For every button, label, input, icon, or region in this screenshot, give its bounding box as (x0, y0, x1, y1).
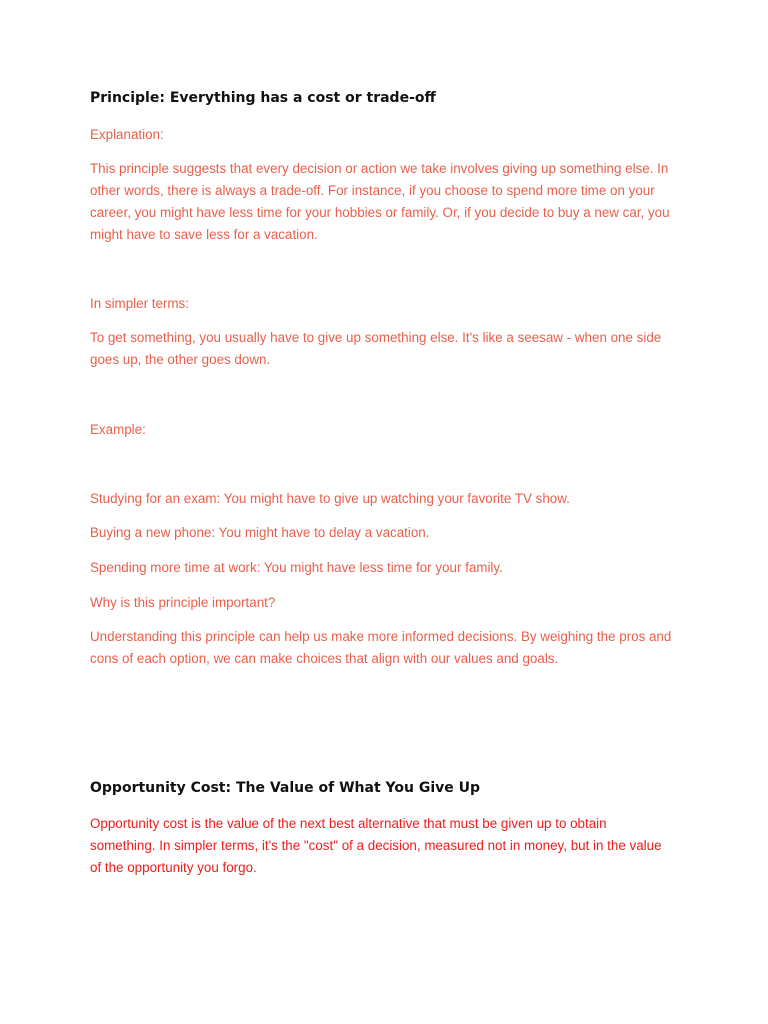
example-item: Spending more time at work: You might have less time for your family. (90, 560, 503, 575)
example-label: Example: (90, 422, 146, 437)
explanation-label: Explanation: (90, 127, 164, 142)
section-heading-opportunity-cost: Opportunity Cost: The Value of What You Give Up (90, 780, 481, 796)
explanation-paragraph: This principle suggests that every decision or action we take involves giving up something else. In other words, there is always a trade-off. For instance, if you choose to spend more time on your career, you might have less time for your hobbies or family. Or, if you decide to buy a new car, you might have to save less for a vacation. (90, 161, 670, 242)
importance-label: Why is this principle important? (90, 595, 276, 610)
example-item: Buying a new phone: You might have to delay a vacation. (90, 525, 430, 540)
opportunity-cost-paragraph: Opportunity cost is the value of the next best alternative that must be given up to obtain something. In simpler terms, it's the "cost" of a decision, measured not in money, but in the value of the opportunity you forgo. (90, 816, 662, 875)
simpler-terms-label: In simpler terms: (90, 296, 189, 311)
importance-paragraph: Understanding this principle can help us make more informed decisions. By weighing the pros and cons of each option, we can make choices that align with our values and goals. (90, 629, 672, 666)
simpler-terms-paragraph: To get something, you usually have to give up something else. It's like a seesaw - when one side goes up, the other goes down. (90, 330, 662, 367)
section-heading-principle: Principle: Everything has a cost or trade-off (90, 90, 436, 106)
example-item: Studying for an exam: You might have to give up watching your favorite TV show. (90, 491, 570, 506)
